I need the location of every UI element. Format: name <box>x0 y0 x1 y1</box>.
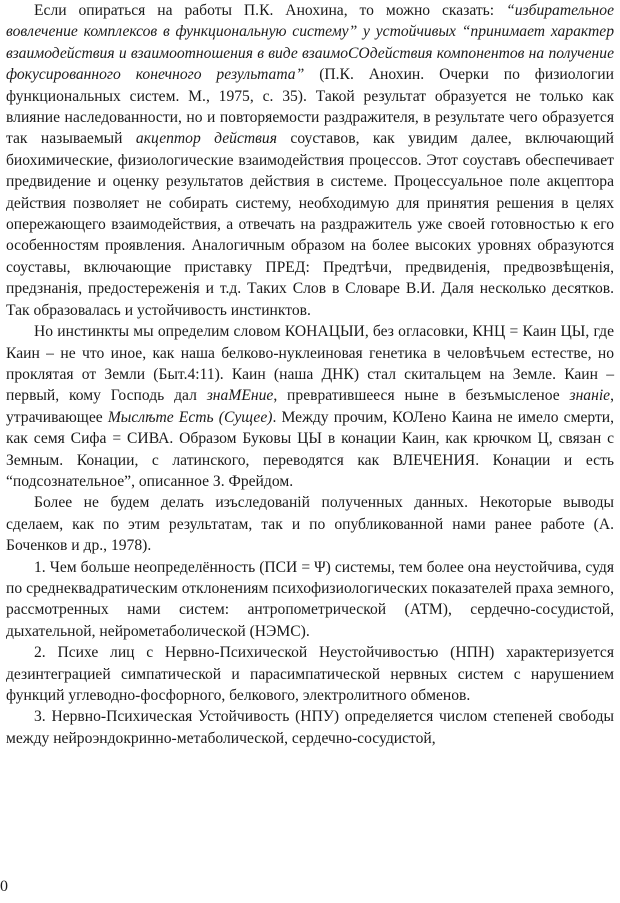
text-run-italic: акцептор действия <box>135 130 277 148</box>
paragraph-1 <box>6 0 614 321</box>
text-run: 2. Психе лиц с Нервно-Психической Неустойчивостью (НПН) характеризуется дезинтеграцией симпатической и парасимпатической нервных систем с нарушением функций углеводно-фосфорного, белкового, электролитного обменов. <box>6 644 614 704</box>
text-run-italic: знаМЕние <box>206 387 274 405</box>
text-run: . Между прочим, КОЛено Каина не имело смерти, как семя Сифа = СИВА. Образом Буковы ЦЫ в конации Каин, как крючком Ц, связан с Земным. Конации, с латинского, переводятся как ВЛЕЧЕНИЯ. Конации и есть “подсознательное”, описанное З. Фрейдом. <box>6 408 615 490</box>
text-run-italic: знаніе <box>569 387 611 405</box>
text-run: Более не будем делать изъследованій полученных данных. Некоторые выводы сделаем, как по этим результатам, так и по опубликованной нами ранее работе (А. Боченков и др., 1978). <box>6 494 614 555</box>
text-run: 1. Чем больше неопределённость (ПСИ = Ψ) системы, тем более она неустойчива, судя по среднеквадратическим отклонениям психофизиологических показателей праха земного, рассмотренных нами систем: антропометрической (АТМ), сердечно-сосудистой, дыхательной, нейрометаболической (НЭМС). <box>6 558 614 640</box>
text-run-italic: “избирательное вовлечение комплексов в функциональную систему” у устойчивых “принимает характер взаимодействия и взаимоотношения в виде взаимоСОдействия компонентов на получение фокусированного конечного результата” <box>6 2 614 84</box>
paragraph-6 <box>6 706 614 749</box>
text-run: 3. Нервно-Психическая Устойчивость (НПУ) определяется числом степеней свободы между нейроэндокринно-метаболической, сердечно-сосудистой, <box>6 708 614 747</box>
text-run-italic: Мыслѣте Есть (Сущее) <box>107 408 273 426</box>
text-run: Если опираться на работы П.К. Анохина, то можно сказать: <box>34 2 507 19</box>
paragraph-2 <box>6 321 614 492</box>
text-run: соуставов, как увидим далее, включающий биохимические, физиологические взаимодействия процессов. Этот соуставъ обеспечивает предвидение и оценку результатов действия в системе. Процессуальное поле акцептора действия позволяет не собирать систему, необходимую для принятия решения в целях опережающего взаимодействия, а отвечать на раздражитель уже своей готовностью к его особенностям проявления. Аналогичным образом на более высоких уровнях образуются соуставы, включающие приставку ПРЕД: Предтѣчи, предвиденія, предвозвѣщенія, предзнанія, предостереженія и т.д. Таких Слов в Словаре В.И. Даля несколько десятков. Так образовалась и устойчивость инстинктов. <box>6 130 614 319</box>
text-run: (П.К. Анохин. Очерки по физиологии функциональных систем. М., 1975, с. 35). Такой результат образуется не только как влияние наследованности, но и повторяемости раздражителя, в результате чего образуется так называемый <box>6 66 614 148</box>
page-number: 0 <box>0 878 8 895</box>
text-run: , утрачивающее <box>6 387 614 426</box>
paragraph-4 <box>6 557 614 643</box>
paragraph-3 <box>6 492 614 556</box>
text-run: Но инстинкты мы определим словом КОНАЦЫИ, без огласовки, КНЦ = Каин ЦЫ, где Каин – не что иное, как наша белково-нуклеиновая генетика в человѣчьем естестве, но проклятая от Земли (Быт.4:11). Каин (наша ДНК) стал скитальцем на Земле. Каин – первый, кому Господь дал <box>6 323 614 405</box>
text-run: , превратившееся ныне в безъмысленое <box>273 387 570 405</box>
page-body <box>6 0 614 903</box>
paragraph-5 <box>6 642 614 706</box>
